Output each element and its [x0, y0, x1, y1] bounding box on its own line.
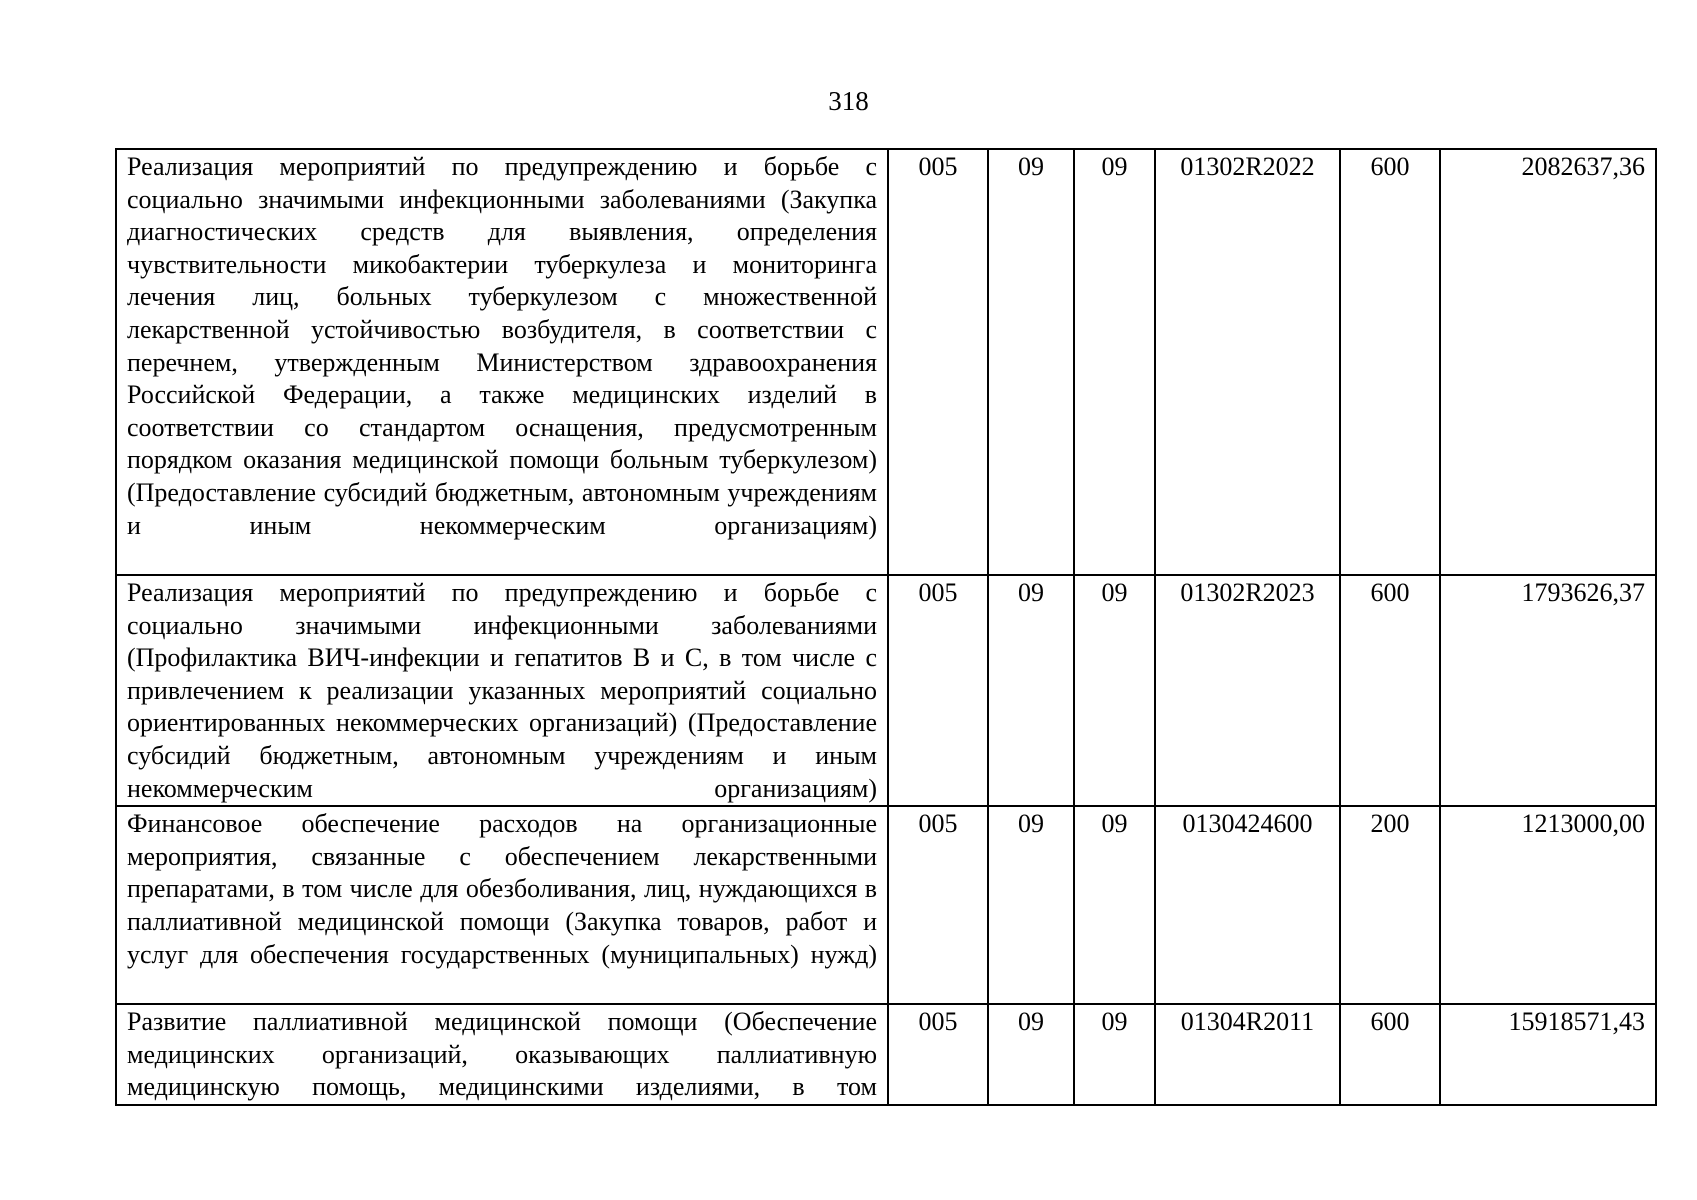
row-section-code: 09: [988, 575, 1074, 806]
row-expense-type-code: 600: [1340, 1004, 1440, 1105]
row-description: Реализация мероприятий по предупреждению и борьбе с социально значимыми инфекционными заболеваниями (Закупка диагностических средств для выявления, определения чувствительности микобактерии туберкулеза и мониторинга лечения лиц, больных туберкулезом с множественной лекарственной устойчивостью возбудителя, в соответствии с перечнем, утвержденным Министерством здравоохранения Российской Федерации, а также медицинских изделий в соответствии со стандартом оснащения, предусмотренным порядком оказания медицинской помощи больным туберкулезом) (Предоставление субсидий бюджетным, автономным учреждениям и иным некоммерческим организациям): [116, 149, 888, 575]
table-row: [116, 1004, 1656, 1105]
row-ved-code: 005: [888, 149, 988, 575]
row-subsection-code: 09: [1074, 1004, 1155, 1105]
row-description: Развитие паллиативной медицинской помощи (Обеспечение медицинских организаций, оказывающих паллиативную медицинскую помощь, медицинскими изделиями, в том: [116, 1004, 888, 1105]
row-ved-code: 005: [888, 575, 988, 806]
row-amount: 2082637,36: [1440, 149, 1656, 575]
row-subsection-code: 09: [1074, 806, 1155, 1004]
row-subsection-code: 09: [1074, 149, 1155, 575]
row-target-article-code: 0130424600: [1155, 806, 1340, 1004]
row-description: Финансовое обеспечение расходов на организационные мероприятия, связанные с обеспечением лекарственными препаратами, в том числе для обезболивания, лиц, нуждающихся в паллиативной медицинской помощи (Закупка товаров, работ и услуг для обеспечения государственных (муниципальных) нужд): [116, 806, 888, 1004]
row-section-code: 09: [988, 149, 1074, 575]
row-expense-type-code: 600: [1340, 149, 1440, 575]
row-target-article-code: 01302R2022: [1155, 149, 1340, 575]
row-section-code: 09: [988, 806, 1074, 1004]
row-amount: 1213000,00: [1440, 806, 1656, 1004]
page-number: 318: [828, 86, 869, 116]
row-amount: 1793626,37: [1440, 575, 1656, 806]
row-target-article-code: 01304R2011: [1155, 1004, 1340, 1105]
row-section-code: 09: [988, 1004, 1074, 1105]
row-description: Реализация мероприятий по предупреждению и борьбе с социально значимыми инфекционными заболеваниями (Профилактика ВИЧ-инфекции и гепатитов В и С, в том числе с привлечением к реализации указанных мероприятий социально ориентированных некоммерческих организаций) (Предоставление субсидий бюджетным, автономным учреждениям и иным некоммерческим организациям): [116, 575, 888, 806]
table-row: [116, 149, 1656, 575]
row-expense-type-code: 600: [1340, 575, 1440, 806]
row-ved-code: 005: [888, 806, 988, 1004]
row-expense-type-code: 200: [1340, 806, 1440, 1004]
table-row: [116, 575, 1656, 806]
budget-table: [115, 148, 1657, 1106]
row-target-article-code: 01302R2023: [1155, 575, 1340, 806]
row-ved-code: 005: [888, 1004, 988, 1105]
row-subsection-code: 09: [1074, 575, 1155, 806]
row-amount: 15918571,43: [1440, 1004, 1656, 1105]
table-row: [116, 806, 1656, 1004]
